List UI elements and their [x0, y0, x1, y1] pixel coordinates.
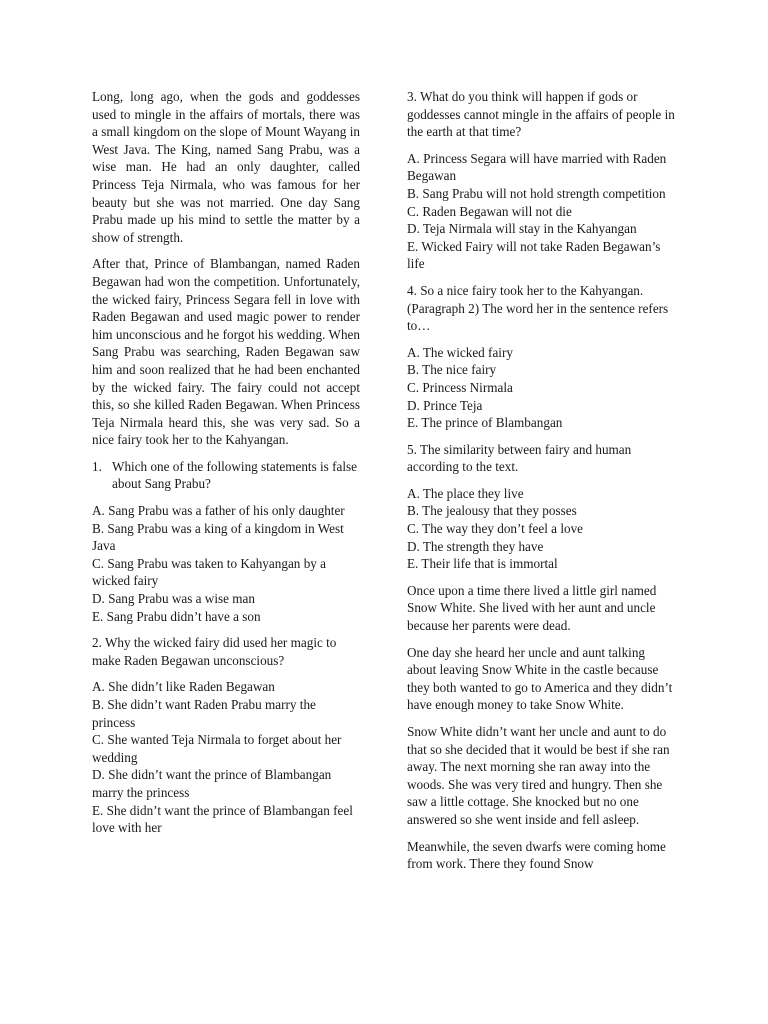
question-2-option-e: E. She didn’t want the prince of Blambangan feel love with her — [92, 802, 353, 836]
question-2-option-b: B. She didn’t want Raden Prabu marry the princess — [92, 697, 316, 730]
question-2-options — [92, 678, 360, 836]
question-1-option-b: B. Sang Prabu was a king of a kingdom in West Java — [92, 520, 344, 554]
question-3-option-a: A. Princess Segara will have married with Raden Begawan — [407, 150, 667, 184]
question-4-options — [407, 344, 675, 432]
question-1-options — [92, 502, 360, 625]
question-1-option-d: D. Sang Prabu was a wise man — [92, 591, 255, 607]
question-5-option-e: E. Their life that is immortal — [407, 556, 558, 572]
question-5-option-b: B. The jealousy that they posses — [407, 503, 577, 519]
left-column — [92, 88, 360, 846]
question-4-text: 4. So a nice fairy took her to the Kahyangan. (Paragraph 2) The word her in the sentence refers to… — [407, 282, 669, 334]
snow-white-paragraph-4: Meanwhile, the seven dwarfs were coming home from work. There they found Snow — [407, 838, 666, 872]
right-column — [407, 88, 675, 882]
question-4-option-c: C. Princess Nirmala — [407, 379, 513, 395]
question-1-option-c: C. Sang Prabu was taken to Kahyangan by a wicked fairy — [92, 555, 327, 589]
question-5-options — [407, 485, 675, 573]
question-4-option-b: B. The nice fairy — [407, 362, 497, 378]
question-1-option-e: E. Sang Prabu didn’t have a son — [92, 608, 261, 624]
story-paragraph-1: Long, long ago, when the gods and goddesses used to mingle in the affairs of mortals, there was a small kingdom on the slope of Mount Wayang in West Java. The King, named Sang Prabu, was a wise man. He had an only daughter, called Princess Teja Nirmala, who was famous for her beauty but she was not married. One day Sang Prabu made up his mind to settle the matter by a show of strength. — [92, 89, 360, 245]
snow-white-paragraph-3: Snow White didn’t want her uncle and aunt to do that so she decided that it would be best if she ran away. The next morning she ran away into the woods. She was very tired and hungry. Then she saw a little cottage. She knocked but no one answered so she went inside and fell asleep. — [407, 724, 670, 827]
question-1-text: Which one of the following statements is false about Sang Prabu? — [112, 458, 358, 492]
question-3-option-e: E. Wicked Fairy will not take Raden Begawan’s life — [407, 238, 661, 272]
question-3-text: 3. What do you think will happen if gods or goddesses cannot mingle in the affairs of people in the earth at that time? — [407, 89, 675, 140]
question-3-option-c: C. Raden Begawan will not die — [407, 203, 572, 219]
question-4-option-a: A. The wicked fairy — [407, 344, 513, 360]
question-3-option-b: B. Sang Prabu will not hold strength competition — [407, 185, 666, 201]
snow-white-paragraph-2: One day she heard her uncle and aunt talking about leaving Snow White in the castle because they both wanted to go to America and they didn’t have enough money to take Snow White. — [407, 644, 673, 713]
story-paragraph-2: After that, Prince of Blambangan, named Raden Begawan had won the competition. Unfortunately, the wicked fairy, Princess Segara fell in love with Raden Begawan and used magic power to render him unconscious and he forgot his wedding. When Sang Prabu was searching, Raden Begawan saw him and soon realized that he had been enchanted by the wicked fairy. The fairy could not accept this, so she killed Raden Begawan. When Princess Teja Nirmala heard this, she was very sad. So a nice fairy took her to the Kahyangan. — [92, 256, 360, 448]
question-1 — [92, 458, 360, 493]
question-2-option-c: C. She wanted Teja Nirmala to forget about her wedding — [92, 732, 342, 765]
question-2-text: 2. Why the wicked fairy did used her magic to make Raden Begawan unconscious? — [92, 635, 337, 668]
question-3-option-d: D. Teja Nirmala will stay in the Kahyangan — [407, 221, 637, 237]
question-1-number: 1. — [92, 458, 102, 474]
question-5-option-a: A. The place they live — [407, 485, 524, 501]
question-5-text: 5. The similarity between fairy and human according to the text. — [407, 441, 632, 475]
question-4-option-e: E. The prince of Blambangan — [407, 415, 563, 431]
question-5-option-d: D. The strength they have — [407, 538, 544, 554]
question-4-option-d: D. Prince Teja — [407, 397, 483, 413]
question-2-option-a: A. She didn’t like Raden Begawan — [92, 679, 275, 695]
question-5-option-c: C. The way they don’t feel a love — [407, 521, 584, 537]
question-1-option-a: A. Sang Prabu was a father of his only daughter — [92, 503, 345, 519]
question-2-option-d: D. She didn’t want the prince of Blambangan marry the princess — [92, 767, 332, 800]
snow-white-paragraph-1: Once upon a time there lived a little girl named Snow White. She lived with her aunt and uncle because her parents were dead. — [407, 582, 657, 634]
question-3-options — [407, 150, 675, 273]
